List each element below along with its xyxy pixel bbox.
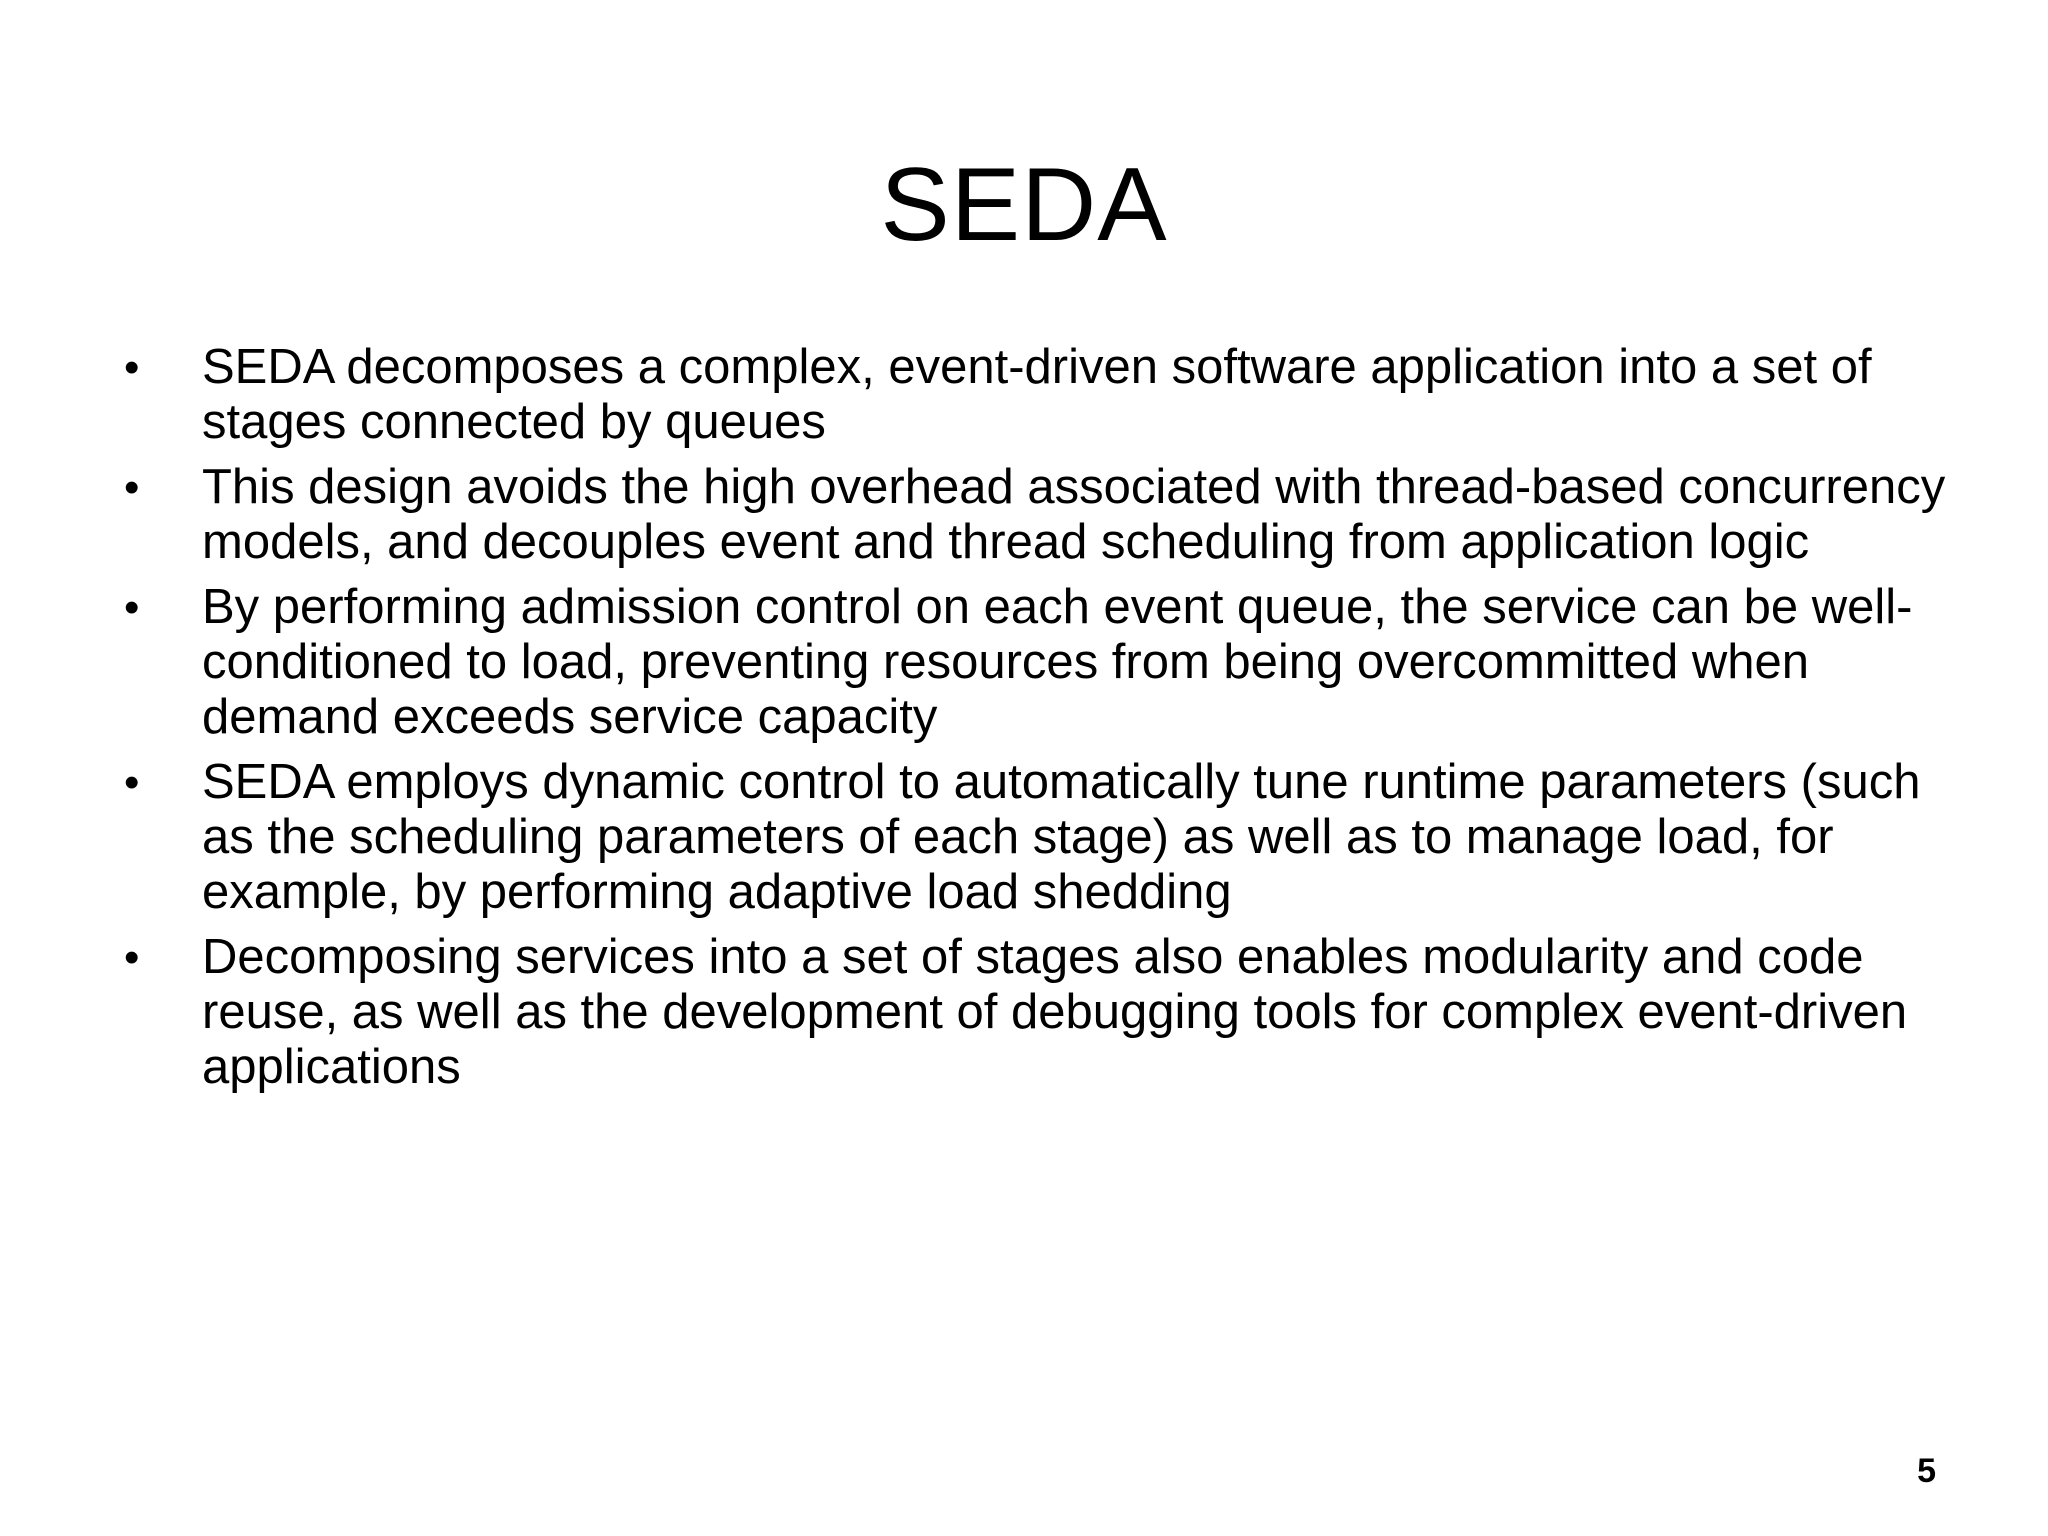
bullet-item — [120, 460, 1950, 570]
bullet-list — [120, 340, 1950, 1105]
bullet-icon: • — [124, 758, 140, 807]
bullet-text: SEDA employs dynamic control to automatically tune runtime parameters (such as the scheduling parameters of each stage) as well as to manage load, for example, by performing adaptive load shedding — [202, 755, 1921, 919]
bullet-item — [120, 580, 1950, 745]
bullet-text: By performing admission control on each event queue, the service can be well-conditioned to load, preventing resources from being overcommitted when demand exceeds service capacity — [202, 580, 1913, 744]
bullet-text: Decomposing services into a set of stages also enables modularity and code reuse, as well as the development of debugging tools for complex event-driven applications — [202, 930, 1908, 1094]
page-number: 5 — [1917, 1452, 1936, 1490]
bullet-icon: • — [124, 933, 140, 982]
bullet-icon: • — [124, 343, 140, 392]
bullet-item — [120, 755, 1950, 920]
bullet-icon: • — [124, 583, 140, 632]
slide-title: SEDA — [880, 147, 1168, 263]
bullet-text: This design avoids the high overhead associated with thread-based concurrency models, and decouples event and thread scheduling from application logic — [202, 460, 1946, 569]
bullet-item — [120, 930, 1950, 1095]
bullet-text: SEDA decomposes a complex, event-driven software application into a set of stages connected by queues — [202, 340, 1872, 449]
bullet-item — [120, 340, 1950, 450]
bullet-icon: • — [124, 463, 140, 512]
